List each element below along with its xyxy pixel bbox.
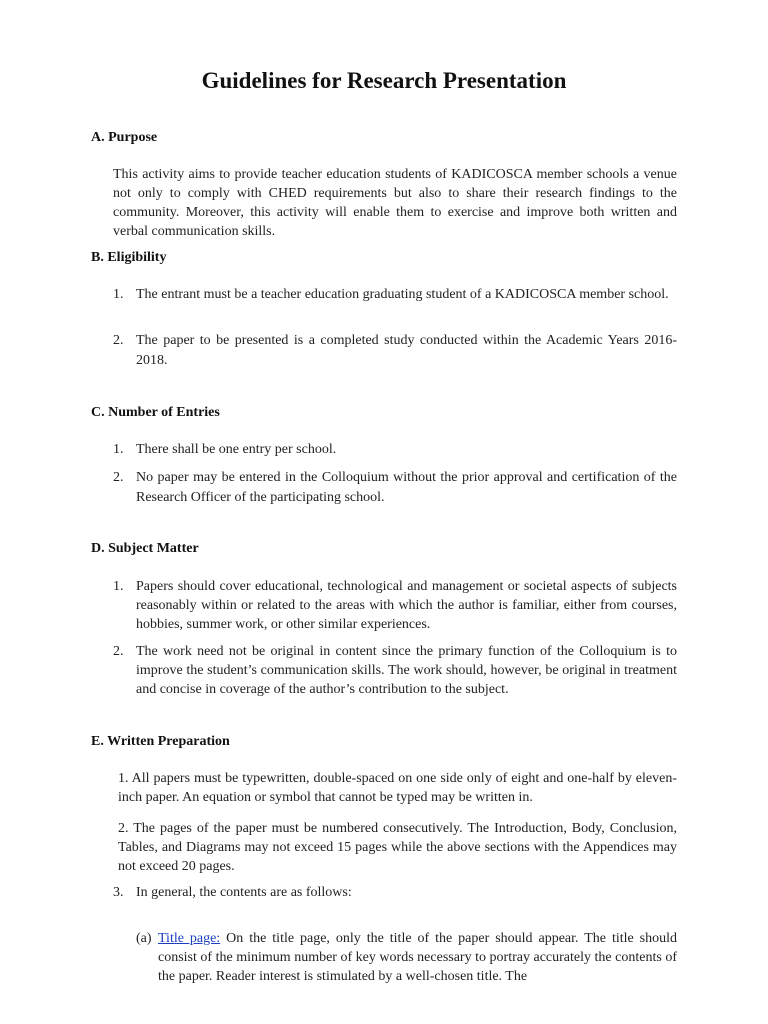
section-heading-subject-matter: D. Subject Matter (91, 541, 199, 556)
title-page-link[interactable]: Title page: (158, 931, 221, 946)
list-text: In general, the contents are as follows: (136, 885, 352, 900)
written-prep-paragraph-1: 1. All papers must be typewritten, double-spaced on one side only of eight and one-half by eleven-inch paper. An equation or symbol that cannot be typed may be written in. (118, 771, 677, 805)
document-title: Guidelines for Research Presentation (201, 68, 567, 93)
list-number: 1. (113, 579, 124, 594)
list-text: Papers should cover educational, technological and management or societal aspects of subjects reasonably within or related to the areas with which the author is familiar, either from courses, hobbies, summer work, or other similar experiences. (136, 579, 677, 632)
list-number: 1. (113, 287, 124, 302)
list-number: 1. (113, 442, 124, 457)
written-prep-paragraph-2: 2. The pages of the paper must be numbered consecutively. The Introduction, Body, Conclusion, Tables, and Diagrams may not exceed 15 pages while the above sections with the Appendices may not exceed 20 pages. (118, 821, 677, 874)
list-number: 3. (113, 885, 124, 900)
purpose-paragraph: This activity aims to provide teacher education students of KADICOSCA member schools a venue not only to comply with CHED requirements but also to share their research findings to the community. Moreover, this activity will enable them to exercise and improve both written and verbal communication skills. (113, 167, 677, 239)
sub-list-text (158, 929, 677, 986)
title-page-description: On the title page, only the title of the paper should appear. The title should consist of the minimum number of key words necessary to portray accurately the contents of the paper. Reader interest is stimulated by a well-chosen title. The (158, 931, 677, 984)
list-text: The entrant must be a teacher education graduating student of a KADICOSCA member school. (136, 287, 669, 302)
list-text: The paper to be presented is a completed study conducted within the Academic Years 2016-2018. (136, 333, 677, 368)
section-heading-purpose: A. Purpose (91, 130, 158, 145)
list-text: The work need not be original in content since the primary function of the Colloquium is to improve the student’s communication skills. The work should, however, be original in treatment and concise in coverage of the author’s contribution to the subject. (136, 644, 677, 697)
section-heading-written-preparation: E. Written Preparation (91, 734, 230, 749)
list-number: 2. (113, 644, 124, 659)
sub-list-label: (a) (136, 931, 152, 946)
section-heading-number-of-entries: C. Number of Entries (91, 405, 220, 420)
list-text: There shall be one entry per school. (136, 442, 337, 457)
section-heading-eligibility: B. Eligibility (91, 250, 167, 265)
list-text: No paper may be entered in the Colloquium without the prior approval and certification of the Research Officer of the participating school. (136, 470, 677, 505)
list-number: 2. (113, 470, 124, 485)
list-number: 2. (113, 333, 124, 348)
